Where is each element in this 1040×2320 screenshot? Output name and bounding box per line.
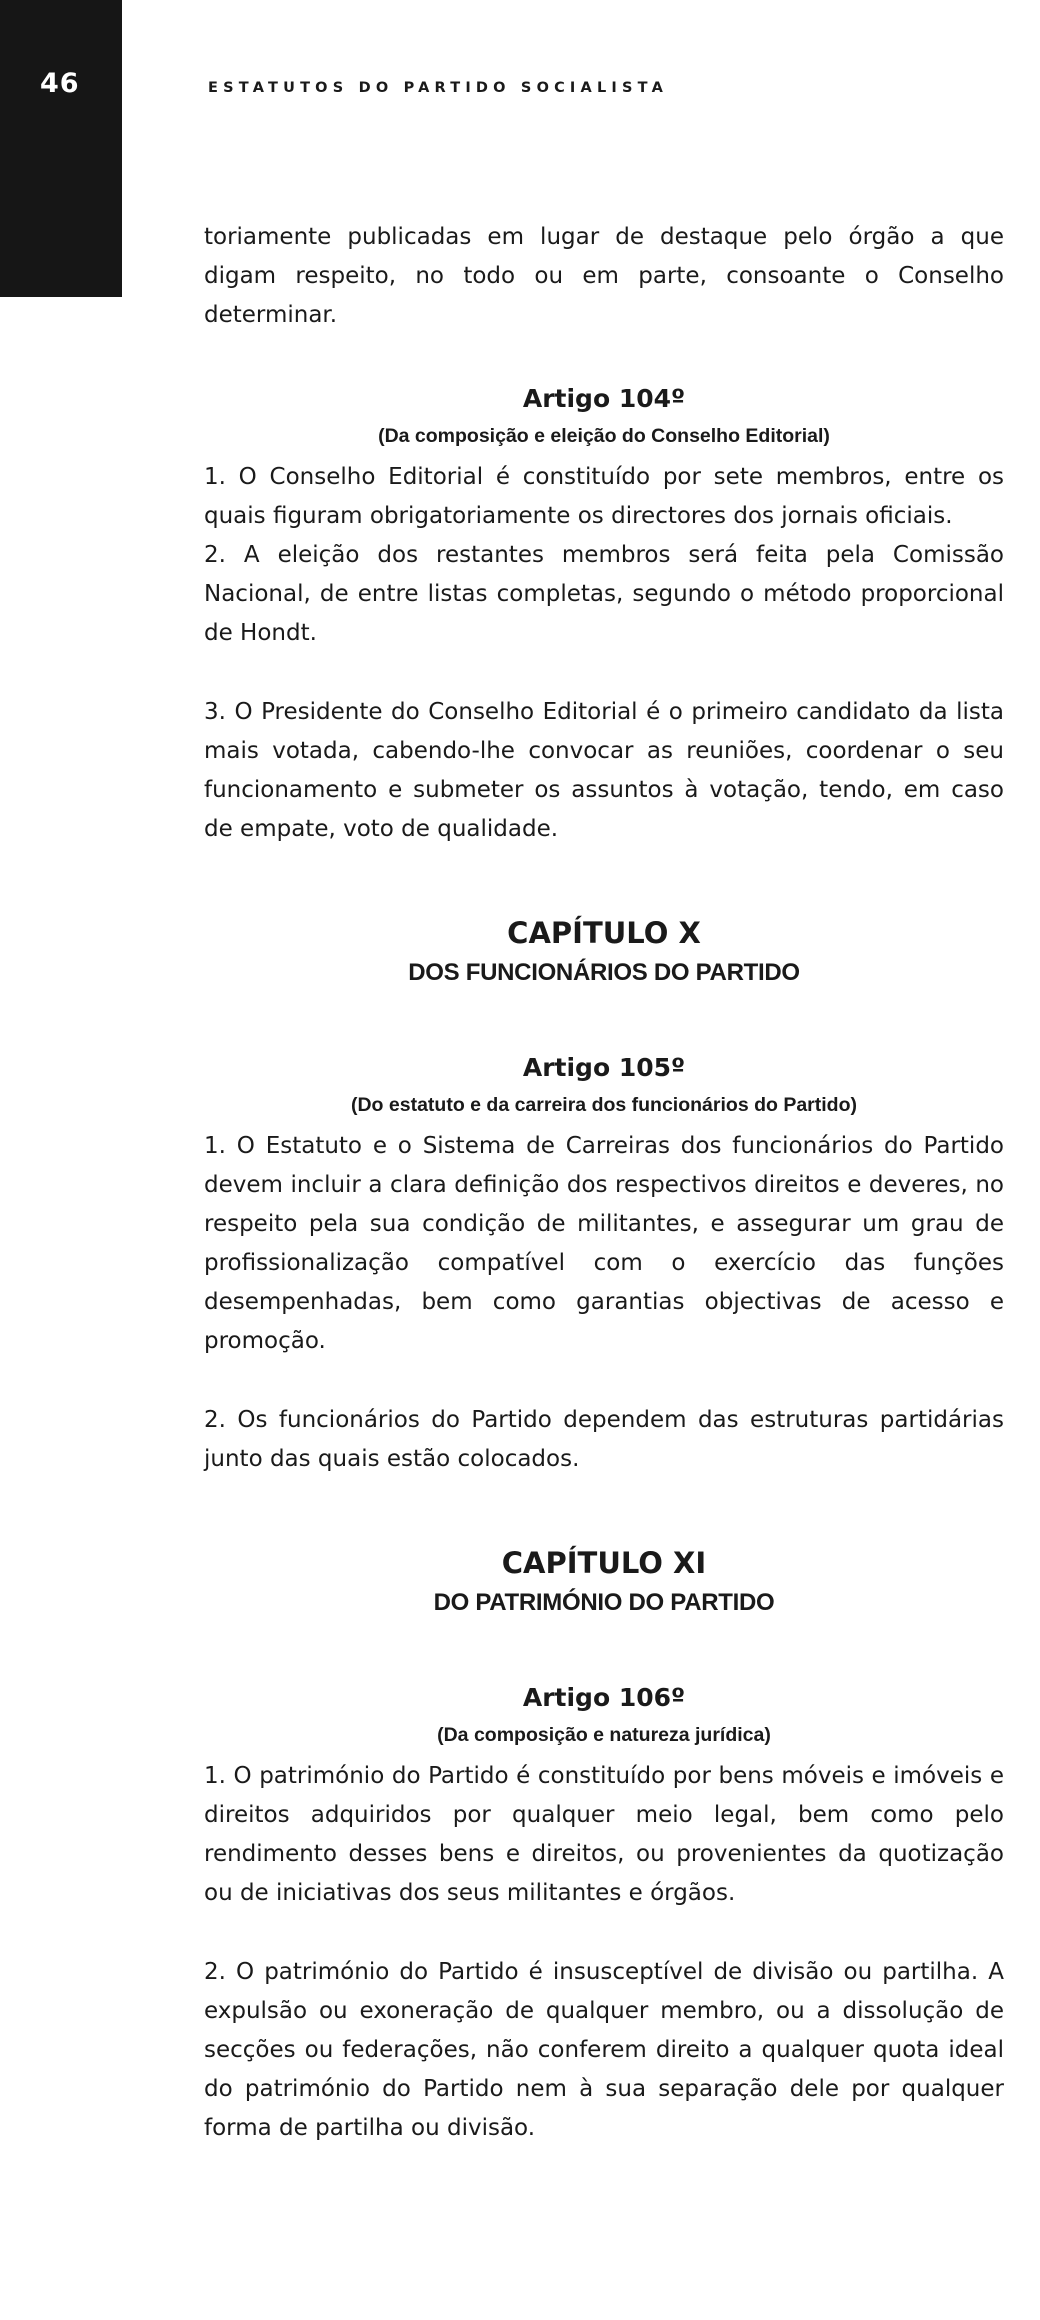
chapter-xi [204, 1543, 1004, 1623]
article-105 [204, 1049, 1004, 1479]
article-104 [204, 380, 1004, 849]
page-number: 46 [40, 68, 80, 99]
page-number-tab [0, 0, 122, 297]
intro-paragraph: toriamente publicadas em lugar de destaque pelo órgão a que digam respeito, no todo ou em parte, consoante o Conselho determinar. [204, 224, 1004, 328]
article-paragraph: 2. O património do Partido é insusceptível de divisão ou partilha. A expulsão ou exoneração de qualquer membro, ou a dissolução de secções ou federações, não conferem direito a qualquer quota ideal do património do Partido nem à sua separação dele por qualquer forma de partilha ou divisão. [204, 1959, 1004, 2141]
article-title: Artigo 106º [522, 1683, 686, 1712]
chapter-subtitle: DO PATRIMÓNIO DO PARTIDO [433, 1589, 775, 1616]
article-106 [204, 1679, 1004, 2148]
article-paragraph: 2. Os funcionários do Partido dependem das estruturas partidárias junto das quais estão colocados. [204, 1407, 1004, 1472]
article-paragraph: 1. O património do Partido é constituído por bens móveis e imóveis e direitos adquiridos por qualquer meio legal, bem como pelo rendimento desses bens e direitos, ou provenientes da quotização ou de iniciativas dos seus militantes e órgãos. [204, 1763, 1004, 1906]
chapter-subtitle: DOS FUNCIONÁRIOS DO PARTIDO [408, 959, 800, 986]
article-paragraph: 2. A eleição dos restantes membros será feita pela Comissão Nacional, de entre listas completas, segundo o método proporcional de Hondt. [204, 542, 1004, 646]
article-paragraph: 1. O Estatuto e o Sistema de Carreiras dos funcionários do Partido devem incluir a clara definição dos respectivos direitos e deveres, no respeito pela sua condição de militantes, e assegurar um grau de profissionalização compatível com o exercício das funções desempenhadas, bem como garantias objectivas de acesso e promoção. [204, 1133, 1004, 1354]
running-header: ESTATUTOS DO PARTIDO SOCIALISTA [208, 80, 669, 96]
article-title: Artigo 105º [522, 1053, 686, 1082]
chapter-title: CAPÍTULO XI [501, 1546, 707, 1580]
article-paragraph: 3. O Presidente do Conselho Editorial é o primeiro candidato da lista mais votada, cabendo-lhe convocar as reuniões, coordenar o seu funcionamento e submeter os assuntos à votação, tendo, em caso de empate, voto de qualidade. [204, 699, 1004, 842]
article-title: Artigo 104º [522, 384, 686, 413]
chapter-title: CAPÍTULO X [507, 916, 701, 950]
article-subtitle: (Da composição e natureza jurídica) [437, 1724, 771, 1746]
article-paragraph: 1. O Conselho Editorial é constituído por sete membros, entre os quais figuram obrigatoriamente os directores dos jornais oficiais. [204, 464, 1004, 529]
article-subtitle: (Da composição e eleição do Conselho Editorial) [378, 425, 830, 447]
article-subtitle: (Do estatuto e da carreira dos funcionários do Partido) [350, 1094, 857, 1116]
document-body [204, 218, 1004, 2148]
chapter-x [204, 913, 1004, 993]
